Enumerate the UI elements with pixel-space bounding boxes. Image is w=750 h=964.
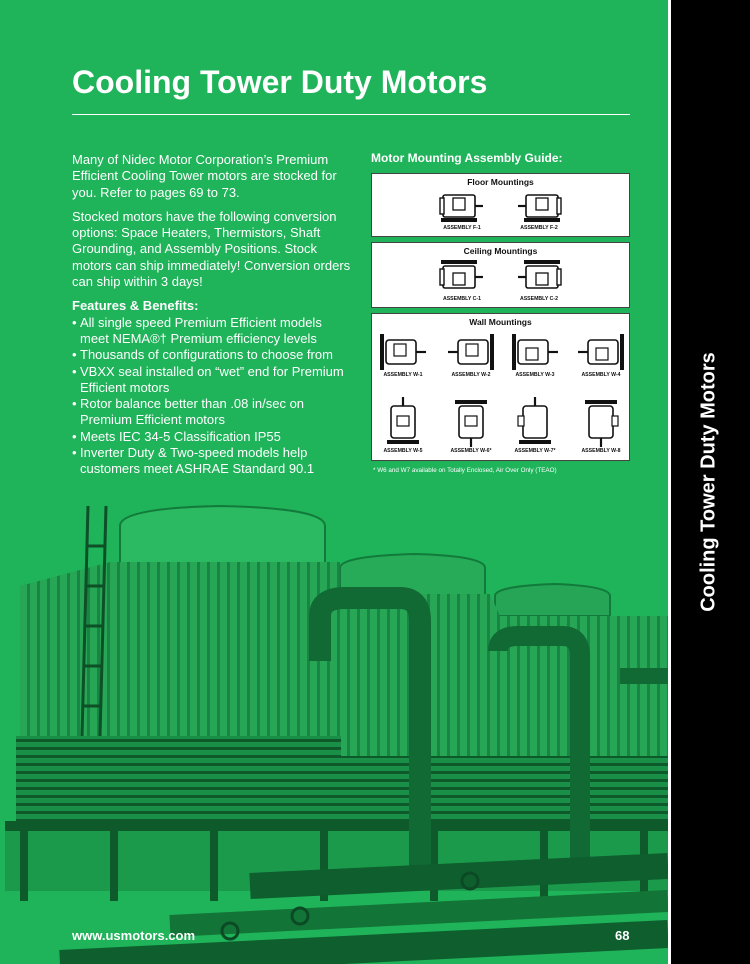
cooling-tower-photo	[0, 486, 668, 964]
assembly-w6	[442, 396, 500, 454]
motor-ceiling-icon	[516, 258, 562, 296]
assembly-w4	[572, 332, 630, 378]
motor-wall-horizontal-icon	[378, 332, 428, 372]
feature-item: • Inverter Duty & Two-speed models help customers meet ASHRAE Standard 90.1	[72, 445, 354, 478]
assembly-label: ASSEMBLY W-1	[383, 372, 423, 378]
assembly-label: ASSEMBLY W-8	[581, 448, 621, 454]
footer-url[interactable]: www.usmotors.com	[72, 928, 196, 943]
feature-item: • All single speed Premium Efficient models meet NEMA®† Premium efficiency levels	[72, 315, 354, 348]
motor-wall-horizontal-icon	[446, 332, 496, 372]
motor-wall-horizontal-icon	[576, 332, 626, 372]
motor-wall-vertical-icon	[581, 396, 621, 448]
assembly-w7	[506, 396, 564, 454]
features-heading: Features & Benefits:	[72, 298, 199, 314]
assembly-label: ASSEMBLY F-1	[443, 225, 481, 231]
motor-floor-icon	[439, 189, 485, 225]
assembly-w1	[374, 332, 432, 378]
ceiling-mountings-title: Ceiling Mountings	[463, 246, 538, 256]
assembly-w8	[572, 396, 630, 454]
assembly-f1	[432, 189, 492, 231]
assembly-w5	[374, 396, 432, 454]
assembly-label: ASSEMBLY W-5	[383, 448, 423, 454]
page-number: 68	[615, 928, 630, 943]
intro-paragraph-1: Many of Nidec Motor Corporation’s Premium Efficient Cooling Tower motors are stocked for you. Refer to pages 69 to 73.	[72, 152, 337, 200]
wall-mountings-box	[371, 313, 630, 461]
intro-column	[72, 152, 354, 478]
ceiling-mountings-box	[371, 242, 630, 308]
feature-item: • Thousands of configurations to choose from	[72, 347, 354, 363]
feature-item: • VBXX seal installed on “wet” end for Premium Efficient motors	[72, 364, 354, 397]
assembly-c2	[509, 258, 569, 302]
page-title: Cooling Tower Duty Motors	[72, 64, 488, 100]
assembly-label: ASSEMBLY W-2	[451, 372, 491, 378]
assembly-label: ASSEMBLY W-3	[515, 372, 555, 378]
assembly-label: ASSEMBLY C-1	[442, 296, 482, 302]
assembly-label: ASSEMBLY C-2	[519, 296, 559, 302]
features-list	[72, 315, 354, 478]
intro-paragraph-2: Stocked motors have the following conversion options: Space Heaters, Thermistors, Shaft Grounding, and Assembly Positions. Stock motors can ship immediately! Conversion orders can ship within 3 days!	[72, 208, 351, 290]
assembly-w2	[442, 332, 500, 378]
motor-floor-icon	[516, 189, 562, 225]
side-tab-title: Cooling Tower Duty Motors	[697, 352, 720, 612]
motor-wall-vertical-icon	[383, 396, 423, 448]
floor-mountings-box	[371, 173, 630, 237]
motor-wall-vertical-icon	[515, 396, 555, 448]
assembly-f2	[509, 189, 569, 231]
title-divider	[72, 114, 630, 115]
motor-wall-vertical-icon	[451, 396, 491, 448]
guide-footnote: * W6 and W7 available on Totally Enclosed, Air Over Only (TEAO)	[373, 467, 557, 474]
motor-ceiling-icon	[439, 258, 485, 296]
motor-wall-horizontal-icon	[510, 332, 560, 372]
assembly-label: ASSEMBLY W-4	[581, 372, 621, 378]
assembly-c1	[432, 258, 492, 302]
assembly-w3	[506, 332, 564, 378]
floor-mountings-title: Floor Mountings	[467, 177, 534, 187]
feature-item: • Rotor balance better than .08 in/sec on Premium Efficient motors	[72, 396, 354, 429]
assembly-label: ASSEMBLY W-6*	[450, 448, 492, 454]
guide-heading: Motor Mounting Assembly Guide:	[371, 151, 563, 165]
assembly-label: ASSEMBLY W-7*	[514, 448, 556, 454]
wall-mountings-title: Wall Mountings	[469, 317, 532, 327]
assembly-label: ASSEMBLY F-2	[520, 225, 558, 231]
feature-item: • Meets IEC 34-5 Classification IP55	[72, 429, 354, 445]
